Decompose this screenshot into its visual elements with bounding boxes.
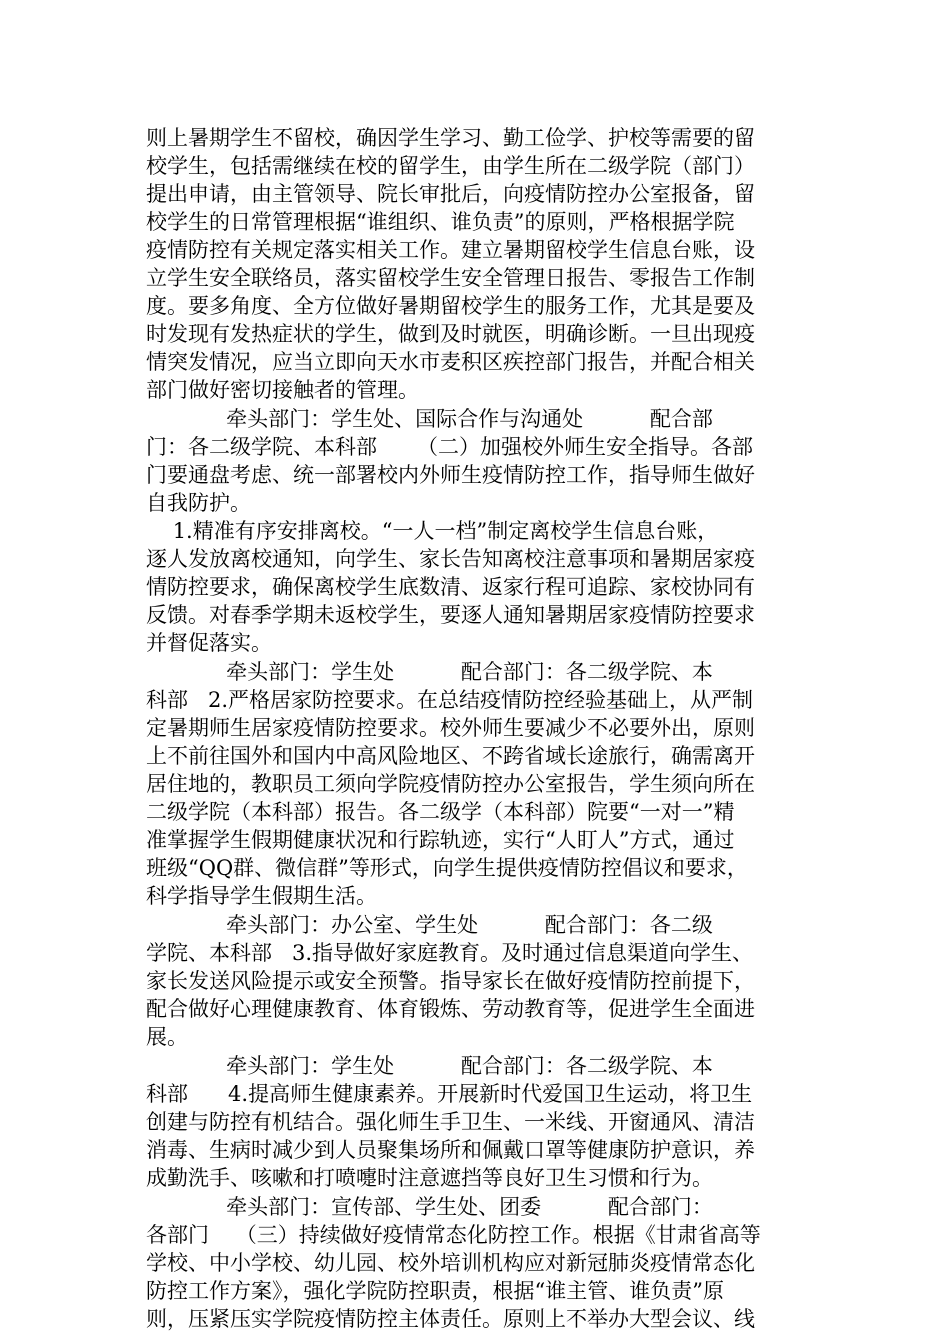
text-line: 成勤洗手、咳嗽和打喷嚏时注意遮挡等良好卫生习惯和行为。 [146, 1166, 713, 1190]
text-line: 消毒、生病时减少到人员聚集场所和佩戴口罩等健康防护意识，养 [146, 1138, 755, 1162]
text-line: 科学指导学生假期生活。 [146, 884, 377, 908]
text-line: 居住地的，教职员工须向学院疫情防控办公室报告，学生须向所在 [146, 772, 755, 796]
text-line: 情防控要求，确保离校学生底数清、返家行程可追踪、家校协同有 [146, 575, 755, 599]
text-line: 情突发情况，应当立即向天水市麦积区疾控部门报告，并配合相关 [146, 350, 755, 374]
lead-department-line: 牵头部门：学生处 配合部门：各二级学院、本 [146, 1054, 713, 1078]
text-line: 各部门 （三）持续做好疫情常态化防控工作。根据《甘肃省高等 [146, 1223, 761, 1247]
text-line: 提出申请，由主管领导、院长审批后，向疫情防控办公室报备，留 [146, 182, 755, 206]
text-line: 校学生，包括需继续在校的留学生，由学生所在二级学院（部门） [146, 154, 755, 178]
text-line: 逐人发放离校通知，向学生、家长告知离校注意事项和暑期居家疫 [146, 547, 755, 571]
text-line: 度。要多角度、全方位做好暑期留校学生的服务工作，尤其是要及 [146, 294, 755, 318]
text-line: 配合做好心理健康教育、体育锻炼、劳动教育等，促进学生全面进 [146, 997, 755, 1021]
text-line: 1.精准有序安排离校。“一人一档”制定离校学生信息台账， [146, 519, 719, 543]
text-line: 学院、本科部 3.指导做好家庭教育。及时通过信息渠道向学生、 [146, 941, 754, 965]
text-line: 校学生的日常管理根据“谁组织、谁负责”的原则，严格根据学院 [146, 210, 735, 234]
text-line: 展。 [146, 1025, 188, 1049]
text-line: 科部 4.提高师生健康素养。开展新时代爱国卫生运动，将卫生 [146, 1082, 753, 1106]
text-line: 科部 2.严格居家防控要求。在总结疫情防控经验基础上，从严制 [146, 688, 754, 712]
text-line: 上不前往国外和国内中高风险地区、不跨省域长途旅行，确需离开 [146, 744, 755, 768]
text-line: 则上暑期学生不留校，确因学生学习、勤工俭学、护校等需要的留 [146, 126, 755, 150]
text-line: 防控工作方案》，强化学院防控职责，根据“谁主管、谁负责”原 [146, 1279, 724, 1303]
text-line: 门：各二级学院、本科部 （二）加强校外师生安全指导。各部 [146, 435, 754, 459]
text-line: 疫情防控有关规定落实相关工作。建立暑期留校学生信息台账，设 [146, 238, 755, 262]
text-line: 则，压紧压实学院疫情防控主体责任。原则上不举办大型会议、线 [146, 1307, 755, 1331]
text-line: 定暑期师生居家疫情防控要求。校外师生要减少不必要外出，原则 [146, 716, 755, 740]
text-line: 立学生安全联络员，落实留校学生安全管理日报告、零报告工作制 [146, 266, 755, 290]
lead-department-line: 牵头部门：宣传部、学生处、团委 配合部门： [146, 1195, 713, 1219]
lead-department-line: 牵头部门：办公室、学生处 配合部门：各二级 [146, 913, 713, 937]
text-line: 并督促落实。 [146, 631, 272, 655]
text-line: 门要通盘考虑、统一部署校内外师生疫情防控工作，指导师生做好 [146, 463, 755, 487]
text-line: 准掌握学生假期健康状况和行踪轨迹，实行“人盯人”方式，通过 [146, 828, 735, 852]
lead-department-line: 牵头部门：学生处、国际合作与沟通处 配合部 [146, 407, 713, 431]
text-line: 班级“QQ群、微信群”等形式，向学生提供疫情防控倡议和要求， [146, 856, 748, 880]
text-line: 自我防护。 [146, 491, 251, 515]
lead-department-line: 牵头部门：学生处 配合部门：各二级学院、本 [146, 660, 713, 684]
text-line: 时发现有发热症状的学生，做到及时就医，明确诊断。一旦出现疫 [146, 322, 755, 346]
text-line: 二级学院（本科部）报告。各二级学（本科部）院要“一对一”精 [146, 800, 735, 824]
text-line: 部门做好密切接触者的管理。 [146, 378, 419, 402]
text-line: 学校、中小学校、幼儿园、校外培训机构应对新冠肺炎疫情常态化 [146, 1251, 755, 1275]
text-line: 反馈。对春季学期未返校学生，要逐人通知暑期居家疫情防控要求 [146, 603, 755, 627]
text-line: 家长发送风险提示或安全预警。指导家长在做好疫情防控前提下， [146, 969, 755, 993]
text-line: 创建与防控有机结合。强化师生手卫生、一米线、开窗通风、清洁 [146, 1110, 755, 1134]
